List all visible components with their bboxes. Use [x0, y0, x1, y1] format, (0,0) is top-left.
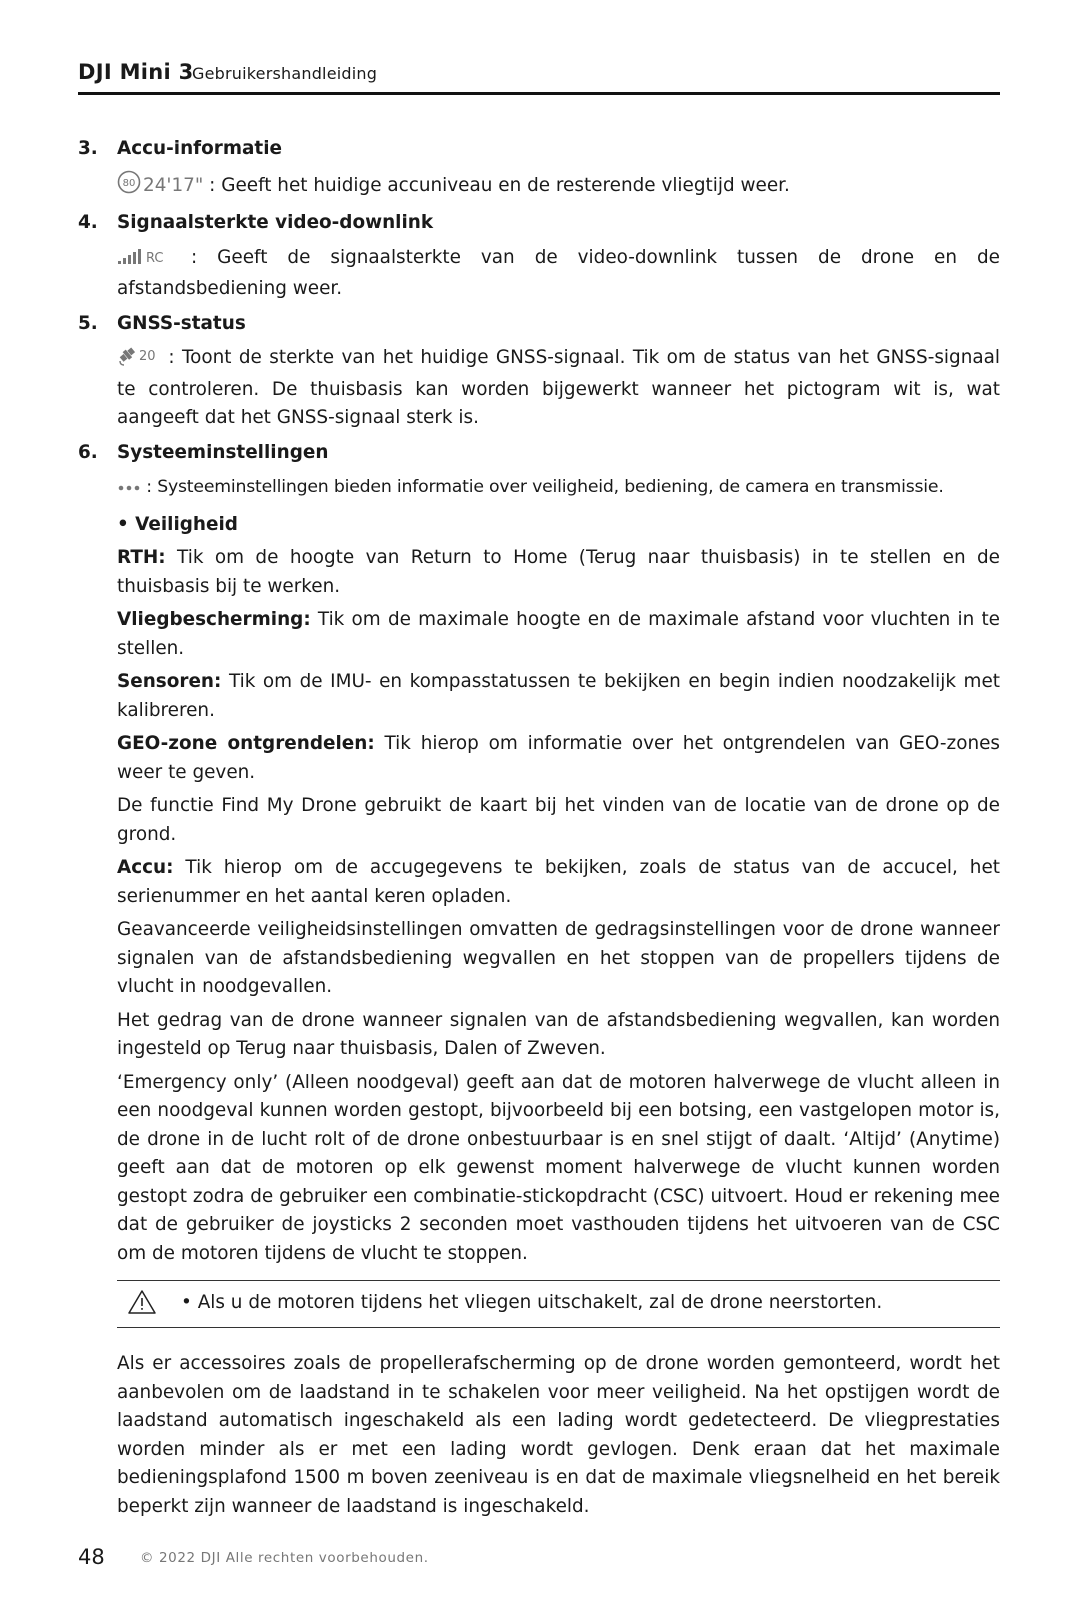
geo-unlock-label: GEO-zone ontgrendelen: [117, 733, 375, 754]
item-number: 5. [78, 312, 98, 334]
battery-text: Tik hierop om de accugegevens te bekijken, zoals de status van de accucel, het serienummer en het aantal keren opladen. [117, 857, 1000, 907]
battery-paragraph [117, 854, 1000, 911]
item-number: 4. [78, 212, 98, 233]
section-system-settings [78, 439, 1000, 1329]
item-title: Signaalsterkte video-downlink [117, 212, 434, 233]
svg-text:80: 80 [122, 177, 136, 189]
battery-label: Accu: [117, 857, 174, 878]
page-content [78, 135, 1000, 1526]
page-header [78, 58, 1000, 95]
warning-triangle-icon [127, 1289, 157, 1325]
item-number: 3. [78, 138, 98, 159]
rth-text: Tik om de hoogte van Return to Home (Terug naar thuisbasis) in te stellen en de thuisbasis bij te werken. [117, 547, 1000, 597]
item-description [117, 170, 1000, 204]
battery-timer-icon [117, 170, 143, 204]
item-text: : Geeft het huidige accuniveau en de resterende vliegtijd weer. [203, 174, 790, 196]
brand-title: DJI Mini 3 [78, 60, 194, 84]
item-title: GNSS-status [117, 312, 246, 334]
svg-text:20: 20 [139, 349, 156, 364]
advanced-safety-paragraph: Geavanceerde veiligheidsinstellingen omvatten de gedragsinstellingen voor de drone wanneer signalen van de afstandsbediening wegvallen en het stoppen van de propellers tijdens de vlucht in noodgevallen. [117, 919, 1000, 997]
item-description [117, 244, 1000, 304]
item-text: : Toont de sterkte van het huidige GNSS-signaal. Tik om de status van het GNSS-signaal te controleren. De thuisbasis kan worden bijgewerkt wanneer het pictogram wit is, wat aangeeft dat het GNSS-signaal sterk is. [117, 347, 1000, 428]
section-signal-strength [78, 209, 1000, 304]
item-description [117, 473, 1000, 505]
warning-box [117, 1280, 1000, 1328]
warning-text: • Als u de motoren tijdens het vliegen uitschakelt, zal de drone neerstorten. [181, 1292, 883, 1313]
geo-unlock-text: Tik hierop om informatie over het ontgrendelen van GEO-zones weer te geven. [117, 733, 1000, 783]
payload-mode-paragraph: Als er accessoires zoals de propellerafscherming op de drone worden gemonteerd, wordt het aanbevolen om de laadstand in te schakelen voor meer veiligheid. Na het opstijgen wordt de laadstand automatisch ingeschakeld als een lading wordt gedetecteerd. De vliegprestaties worden minder als er met een lading wordt gevlogen. Denk eraan dat het maximale bedieningsplafond 1500 m boven zeeniveau is en dat de maximale vliegsnelheid en het bereik beperkt zijn wanneer de laadstand is ingeschakeld. [117, 1353, 1000, 1517]
flight-protection-text: Tik om de maximale hoogte en de maximale afstand voor vluchten in te stellen. [117, 609, 1000, 659]
section-accu-informatie [78, 135, 1000, 203]
rth-label: RTH: [117, 547, 166, 568]
item-text: : Systeeminstellingen bieden informatie over veiligheid, bediening, de camera en transmissie. [141, 477, 944, 497]
find-my-drone-paragraph: De functie Find My Drone gebruikt de kaart bij het vinden van de locatie van de drone op de grond. [117, 795, 1000, 845]
item-text: : Geeft de signaalsterkte van de video-downlink tussen de drone en de afstandsbediening weer. [117, 246, 1000, 299]
flight-protection-paragraph [117, 606, 1000, 663]
satellite-icon [117, 344, 161, 376]
sensors-paragraph [117, 668, 1000, 725]
sensors-text: Tik om de IMU- en kompasstatussen te bekijken en begin indien noodzakelijk met kalibreren. [117, 671, 1000, 721]
signal-bars-icon [117, 246, 171, 276]
item-title: Accu-informatie [117, 138, 283, 159]
safety-heading: • Veiligheid [117, 513, 238, 535]
copyright-notice: © 2022 DJI Alle rechten voorbehouden. [140, 1550, 429, 1566]
rth-paragraph [117, 544, 1000, 601]
item-title: Systeeminstellingen [117, 441, 329, 463]
header-subtitle: Gebruikershandleiding [192, 64, 378, 83]
geo-unlock-paragraph [117, 730, 1000, 787]
battery-time-value: 24'17" [143, 174, 204, 196]
page-number: 48 [78, 1545, 105, 1569]
section-gnss-status [78, 310, 1000, 433]
item-number: 6. [78, 441, 98, 463]
signal-loss-paragraph: Het gedrag van de drone wanneer signalen van de afstandsbediening wegvallen, kan worden ingesteld op Terug naar thuisbasis, Dalen of Zweven. [117, 1009, 1000, 1059]
sensors-label: Sensoren: [117, 671, 222, 692]
item-description [117, 344, 1000, 433]
page-footer [78, 1545, 1000, 1575]
emergency-stop-paragraph: ‘Emergency only’ (Alleen noodgeval) geeft aan dat de motoren halverwege de vlucht alleen in een noodgeval kunnen worden gestopt, bijvoorbeeld bij een botsing, een vastgelopen motor is, de drone in de lucht rolt of de drone onbestuurbaar is en snel stijgt of daalt. ‘Altijd’ (Anytime) geeft aan dat de motoren op elk gewenst moment halverwege de vlucht kunnen worden gestopt zodra de gebruiker een combinatie-stickopdracht (CSC) uitvoert. Houd er rekening mee dat de gebruiker de joysticks 2 seconden moet vasthouden tijdens het uitvoeren van de CSC om de motoren tijdens de vlucht te stoppen. [117, 1071, 1000, 1264]
svg-text:RC: RC [146, 250, 164, 266]
more-dots-icon [117, 476, 141, 505]
flight-protection-label: Vliegbescherming: [117, 609, 311, 630]
